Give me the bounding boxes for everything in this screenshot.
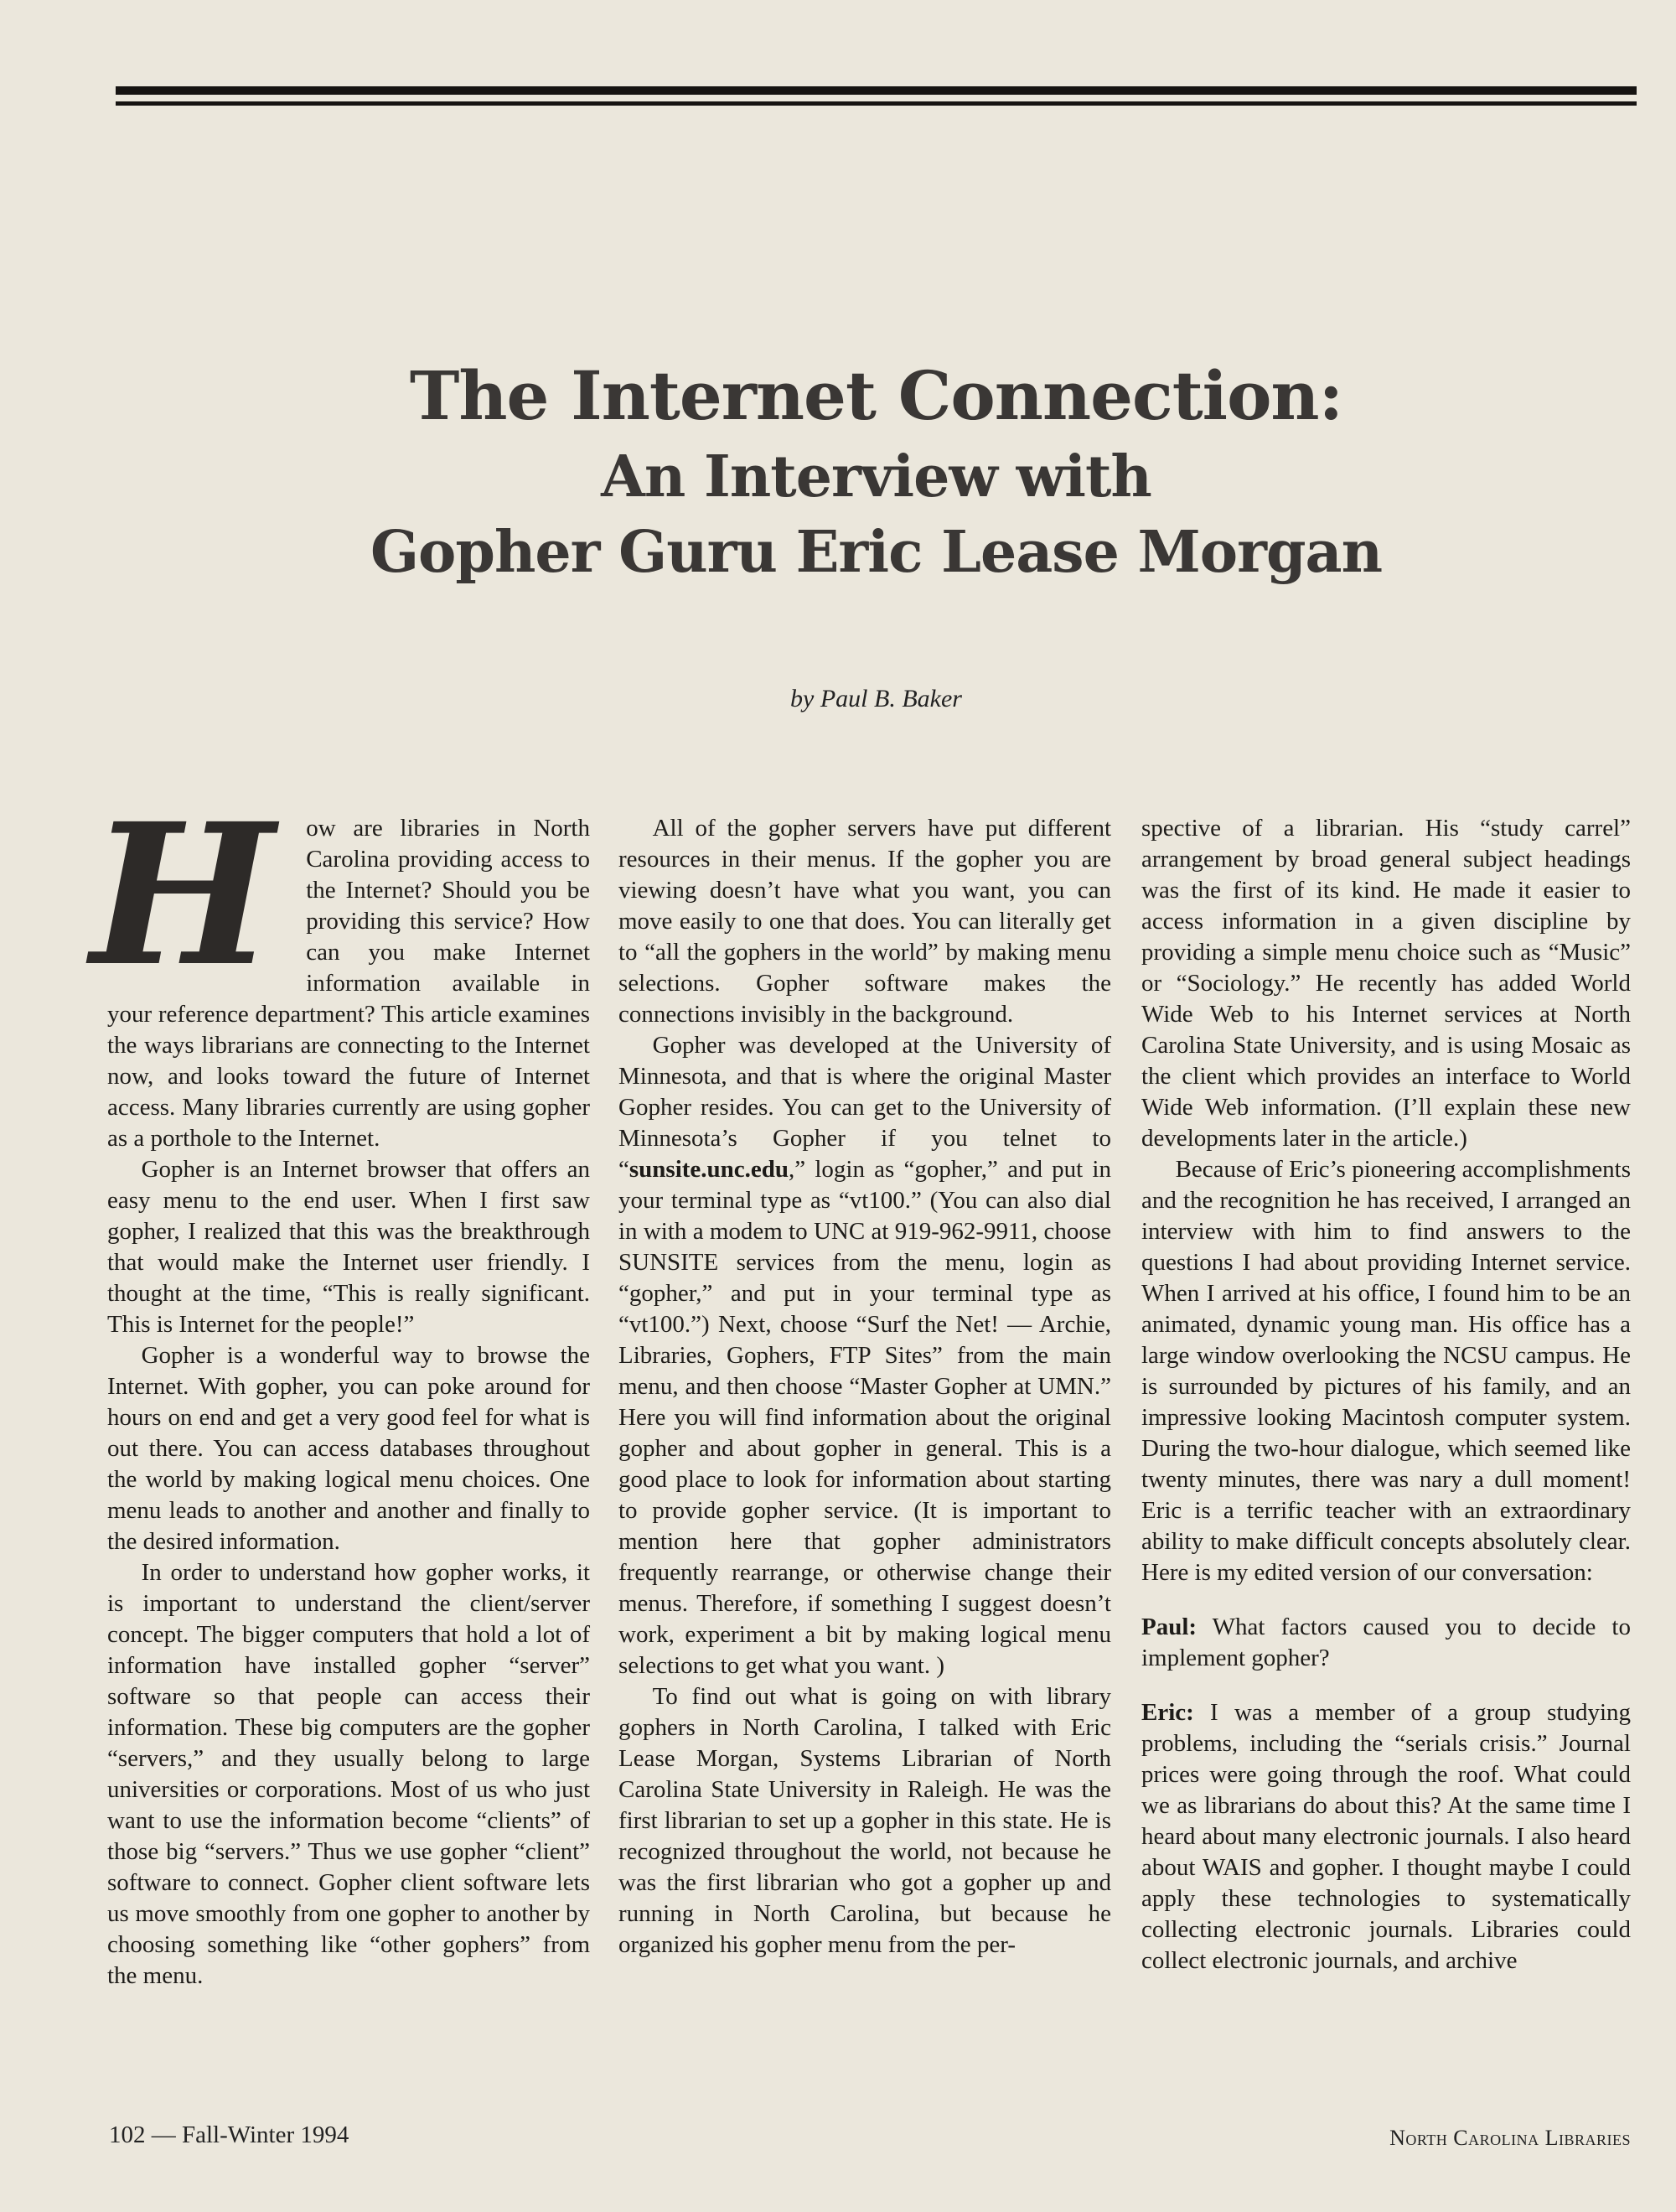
paragraph-text: ,” login as “gopher,” and put in your terminal type as “vt100.” (You can also dial in with a modem to UNC at 919-962-9911, choose SUNSITE services from the menu, login as “gopher,” and put in your terminal type as “vt100.”) Next, choose “Surf the Net! — Archie, Libraries, Gophers, FTP Sites” from the main menu, and then choose “Master Gopher at UMN.” Here you will find information about the original gopher and about gopher in general. This is a good place to look for information about starting to provide gopher service. (It is important to mention here that gopher administrators frequently rearrange, or otherwise change their menus. Therefore, if something I suggest doesn’t work, experiment a bit by making logical menu selections to get what you want. ) [618,1156,1111,1679]
paragraph: Gopher is an Internet browser that offers an easy menu to the end user. When I first saw gopher, I realized that this was the breakthrough that would make the Internet user friendly. I thought at the time, “This is really significant. This is Internet for the people!” [107,1156,590,1338]
paragraph: Because of Eric’s pioneering accomplishments and the recognition he has received, I arranged an interview with him to find answers to the questions I had about providing Internet service. When I arrived at his office, I found him to be an animated, dynamic young man. His office has a large window overlooking the NCSU campus. He is surrounded by pictures of his family, and an impressive looking Macintosh computer system. During the two-hour dialogue, which seemed like twenty minutes, there was nary a dull moment! Eric is a terrific teacher with an extraordinary ability to make difficult concepts absolutely clear. Here is my edited version of our conversation: [1141,1156,1631,1586]
paragraph [618,1030,1111,1681]
paragraph-text: Gopher was developed at the University of Minnesota, and that is where the original Master Gopher resides. You can get to the University of Minnesota’s Gopher if you telnet to “ [618,1032,1111,1183]
header-rule-thick [116,86,1637,95]
speaker-label: Paul: [1141,1614,1198,1640]
paragraph: In order to understand how gopher works, it is important to understand the client/server concept. The bigger computers that hold a lot of information have installed gopher “server” software so that people can access their information. These big computers are the gopher “servers,” and they usually belong to large universities or corporations. Most of us who just want to use the information become “clients” of those big “servers.” Thus we use gopher “client” software to connect. Gopher client software lets us move smoothly from one gopher to another by choosing something like “other gophers” from the menu. [107,1559,590,1989]
column-1 [91,780,590,1992]
column-2 [618,813,1111,1961]
host-name: sunsite.unc.edu [628,1156,789,1183]
article-subtitle-line2: Gopher Guru Eric Lease Morgan [370,519,1383,586]
column-3 [1141,813,1631,1976]
article-subtitle-line1: An Interview with [601,443,1151,510]
interview-question [1141,1612,1631,1674]
paragraph [91,780,590,1154]
paragraph-text: ow are libraries in North Carolina providing access to the Internet? Should you be providing this service? How can you make Internet information available in your reference department? This article examines the ways librarians are connecting to the Internet now, and looks toward the future of Internet access. Many libraries currently are using gopher as a porthole to the Internet. [107,815,590,1152]
header-rule-thin [116,101,1637,106]
article-title: The Internet Connection: [409,356,1343,435]
paragraph: spective of a librarian. His “study carrel” arrangement by broad general subject headings was the first of its kind. He made it easier to access information in a given discipline by providing a simple menu choice such as “Music” or “Sociology.” He recently has added World Wide Web to his Internet services at North Carolina State University, and is using Mosaic as the client which provides an interface to World Wide Web information. (I’ll explain these new developments later in the article.) [1141,815,1631,1152]
page-footer-left: 102 — Fall-Winter 1994 [109,2121,349,2148]
page-footer-right: North Carolina Libraries [1389,2126,1631,2150]
answer-text: I was a member of a group studying problems, including the “serials crisis.” Journal prices were going through the roof. What could we as librarians do about this? At the same time I heard about many electronic journals. I also heard about WAIS and gopher. I thought maybe I could apply these technologies to systematically collecting electronic journals. Libraries could collect electronic journals, and archive [1141,1699,1631,1974]
paragraph: To find out what is going on with library gophers in North Carolina, I talked with Eric Lease Morgan, Systems Librarian of North Carolina State University in Raleigh. He was the first librarian to set up a gopher in this state. He is recognized throughout the world, not because he was the first librarian who got a gopher up and running in North Carolina, but because he organized his gopher menu from the per- [618,1683,1111,1958]
paragraph: Gopher is a wonderful way to browse the Internet. With gopher, you can poke around for hours on end and get a very good feel for what is out there. You can access databases throughout the world by making logical menu choices. One menu leads to another and another and finally to the desired information. [107,1342,590,1555]
drop-cap: H [91,780,275,1009]
byline: by Paul B. Baker [790,685,962,712]
title-block [116,352,1637,590]
speaker-label: Eric: [1141,1699,1194,1726]
question-text: What factors caused you to decide to implement gopher? [1141,1614,1631,1671]
interview-answer [1141,1697,1631,1976]
paragraph: All of the gopher servers have put different resources in their menus. If the gopher you are viewing doesn’t have what you want, you can move easily to one that does. You can literally get to “all the gophers in the world” by making menu selections. Gopher software makes the connections invisibly in the background. [618,815,1111,1028]
